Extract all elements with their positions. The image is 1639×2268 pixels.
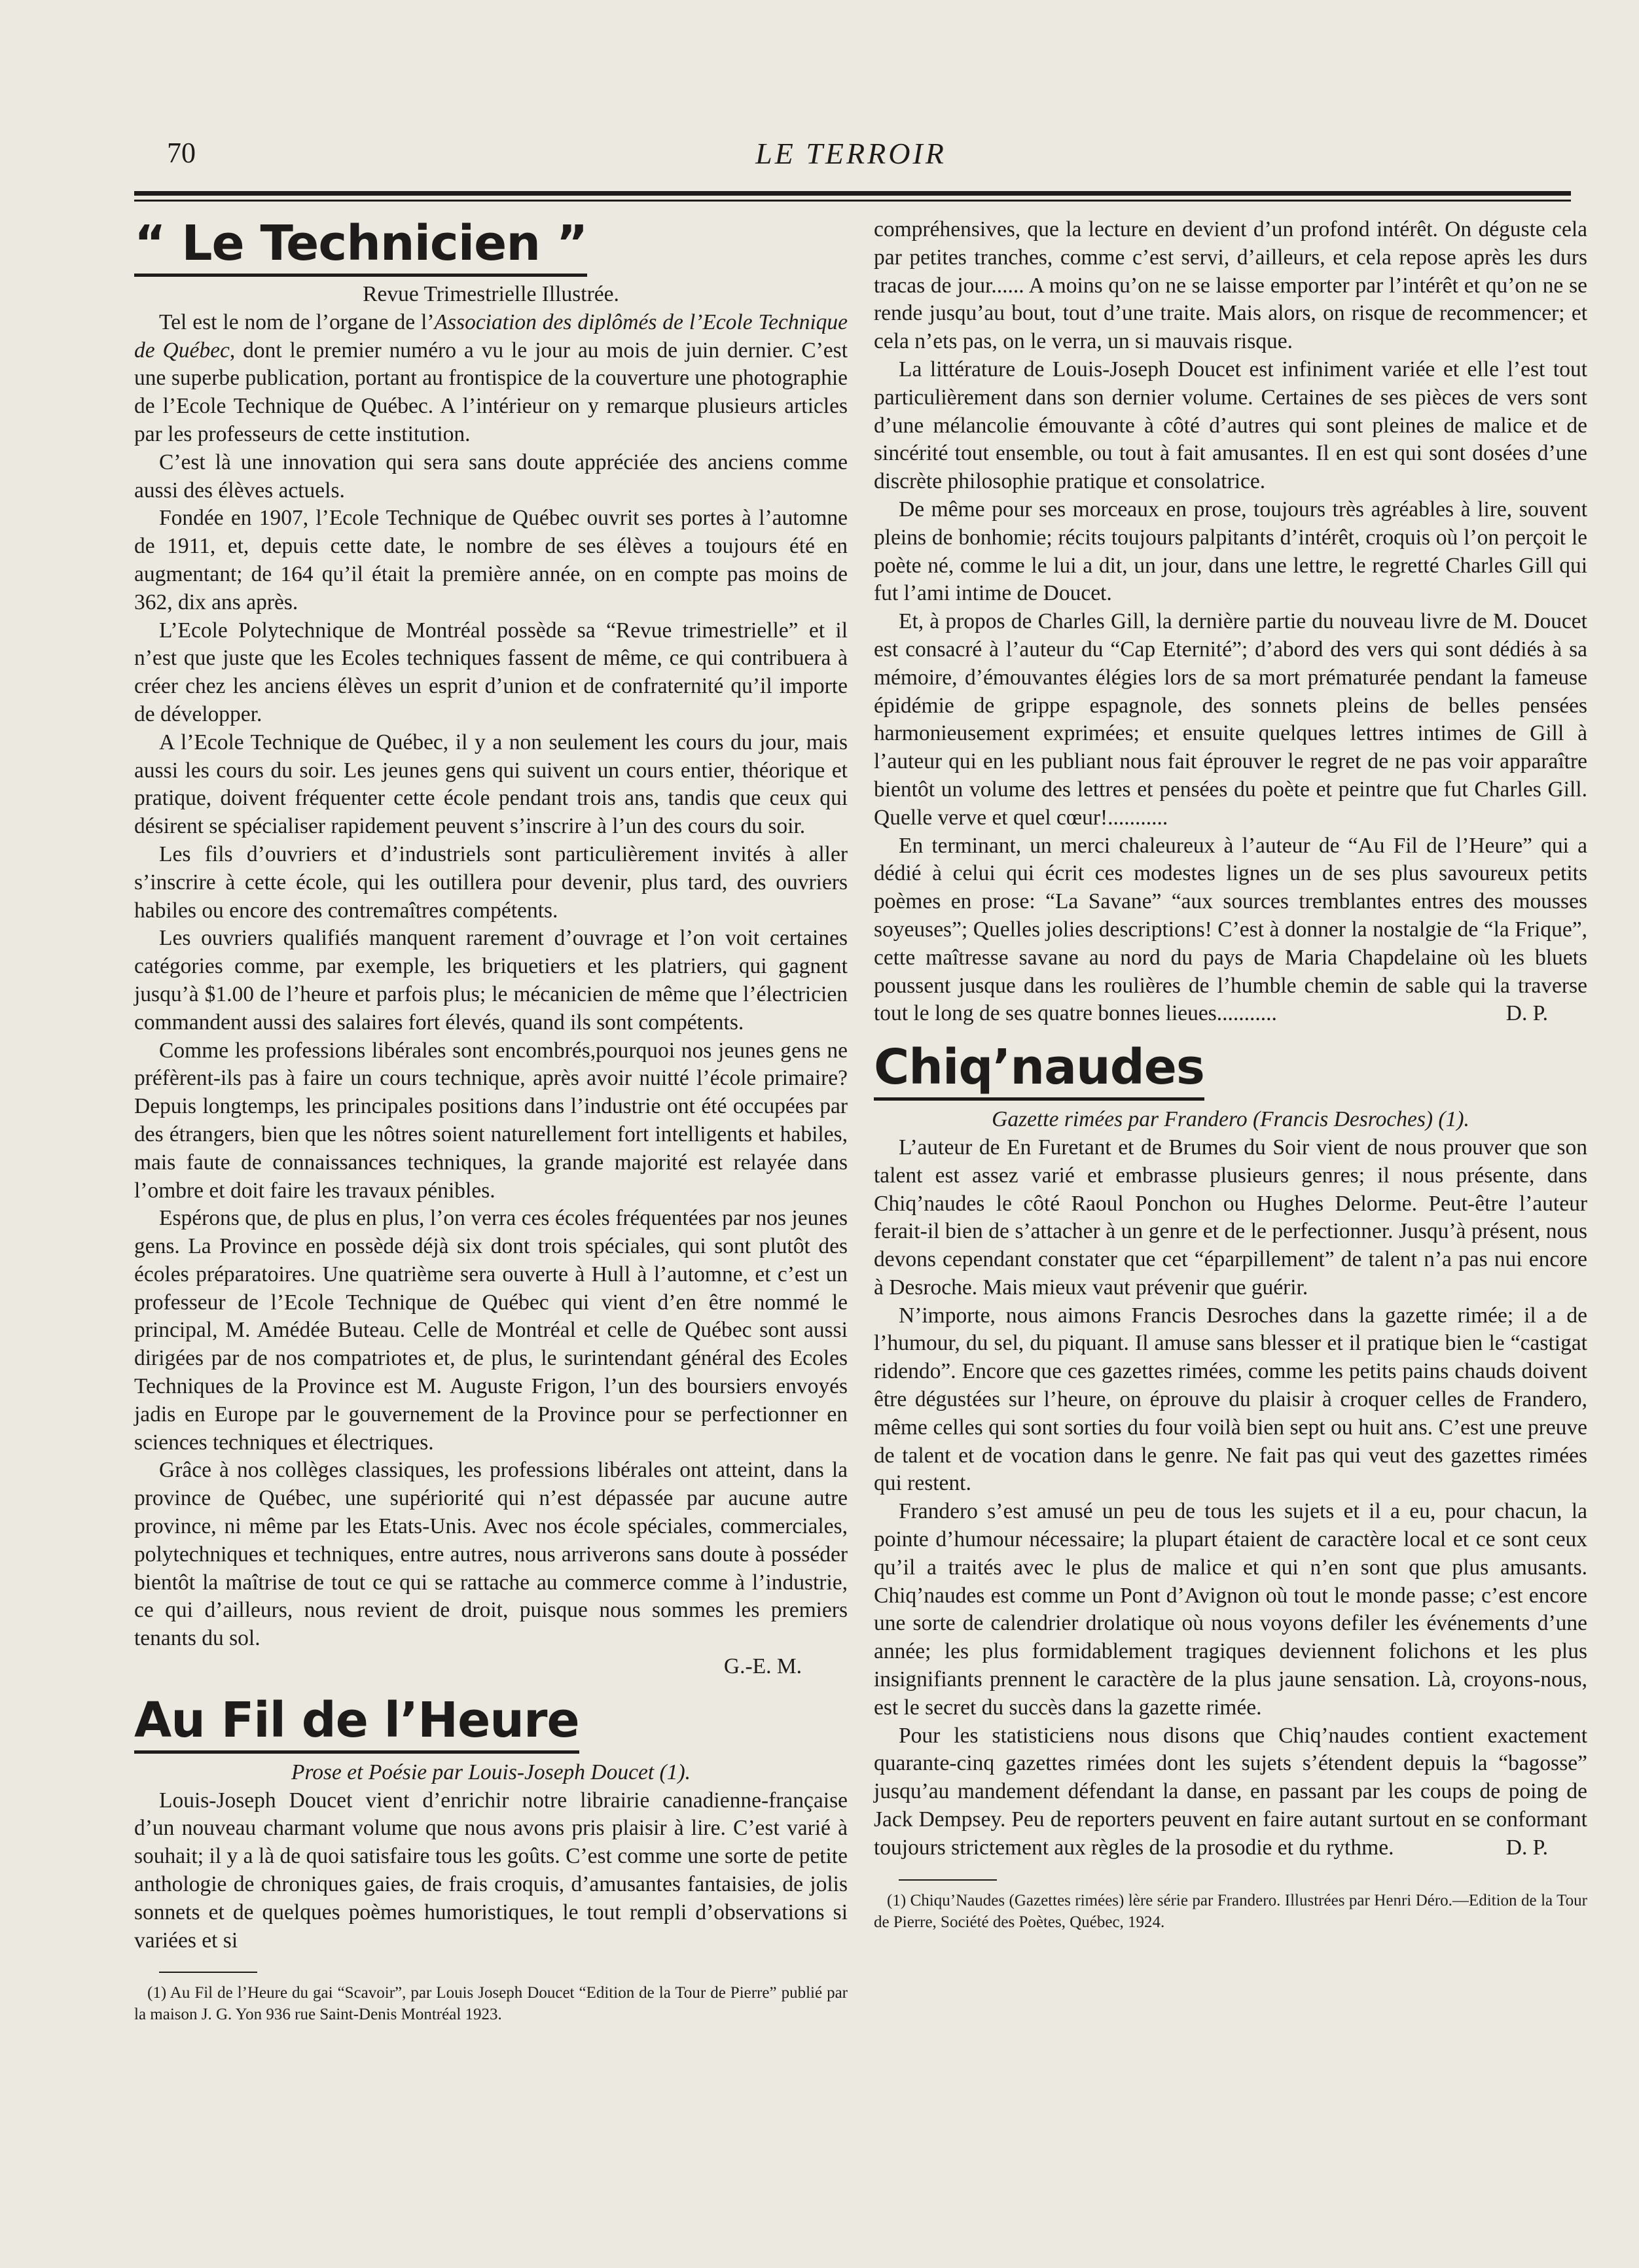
paragraph: C’est là une innovation qui sera sans doute appréciée des anciens comme aussi des élèves actuels. bbox=[134, 450, 848, 503]
paragraph: Les ouvriers qualifiés manquent rarement d’ouvrage et l’on voit certaines catégories comme, par exemple, les briquetiers et les platriers, qui gagnent jusqu’à $1.00 de l’heure et parfois plus; le mécanicien de même que l’électricien commandent aussi des salaires fort élevés, quand ils sont compétents. bbox=[134, 926, 848, 1035]
left-column bbox=[134, 216, 848, 2025]
paragraph: La littérature de Louis-Joseph Doucet est infiniment variée et elle l’est tout particulièrement dans son dernier volume. Certaines de ses pièces de vers sont d’une mélancolie émouvante à côté d’autres qui sont pleines de malice et de sincérité tout ensemble, ou tout à fait amusantes. Il en est qui sont dosées d’une discrète philosophie pratique et consolatrice. bbox=[874, 357, 1587, 494]
right-column bbox=[874, 216, 1587, 1933]
page-number: 70 bbox=[167, 137, 196, 169]
paragraph: Grâce à nos collèges classiques, les professions libérales ont atteint, dans la province de Québec, une supériorité qui n’est dépassée par aucune autre province, ni même par les Etats-Unis. Avec nos école spéciales, commerciales, polytechniques et techniques, entre autres, nous arriverons sans doute à posséder bientôt la maîtrise de tout ce qui se rattache au commerce comme à l’industrie, ce qui d’ailleurs, nous revient de droit, puisque nous sommes les premiers tenants du sol. bbox=[134, 1458, 848, 1651]
paragraph: Comme les professions libérales sont encombrés,pourquoi nos jeunes gens ne préfèrent-ils pas à faire un cours technique, après avoir nuitté l’école primaire? Depuis longtemps, les principales positions dans l’industrie ont été occupées par des étrangers, bien que les nôtres soient naturellement fort intelligents et habiles, mais faute de connaissances techniques, la grande majorité est relayée dans l’ombre et doit faire les travaux pénibles. bbox=[134, 1038, 848, 1203]
paragraph: N’importe, nous aimons Francis Desroches dans la gazette rimée; il a de l’humour, du sel, du piquant. Il amuse sans blesser et il pratique bien le “castigat ridendo”. Encore que ces gazettes rimées, comme les petits pains chauds doivent être dégustées sur l’heure, on éprouve du plaisir à croquer celles de Frandero, même celles qui sont sorties du four voilà bien sept ou huit ans. C’est une preuve de talent et de vocation dans le genre. Ne fait pas qui veut des gazettes rimées qui restent. bbox=[874, 1303, 1587, 1496]
paragraph: Louis-Joseph Doucet vient d’enrichir notre librairie canadienne-française d’un nouveau charmant volume que nous avons pris plaisir à lire. C’est varié à souhait; il y a là de quoi satisfaire tous les goûts. C’est comme une sorte de petite anthologie de chroniques gaies, de frais croquis, d’amusantes fantaisies, de jolis sonnets et de quelques poèmes humoristiques, le tout rempli d’observations si variées et si bbox=[134, 1788, 848, 1953]
article-title: Chiq’naudes bbox=[874, 1040, 1204, 1101]
paragraph: De même pour ses morceaux en prose, toujours très agréables à lire, souvent pleins de bonhomie; récits toujours palpitants d’intérêt, croquis où l’on perçoit le poète né, comme le lui a dit, un jour, dans une lettre, le regretté Charles Gill qui fut l’ami intime de Doucet. bbox=[874, 497, 1587, 606]
article-au-fil-de-l-heure bbox=[134, 1693, 848, 2026]
paragraph: Et, à propos de Charles Gill, la dernière partie du nouveau livre de M. Doucet est consacré à l’auteur du “Cap Eternité”; d’abord des vers qui sont dédiés à sa mémoire, d’émouvantes élégies lors de sa mort prématurée pendant la fameuse épidémie de grippe espagnole, des sonnets pleins de belles pensées harmonieusement exprimées; et ensuite quelques lettres intimes de Gill à l’auteur qui en les publiant nous fait éprouver le regret de ne pas voir apparaître bientôt un volume des lettres et pensées du poète et peintre que fut Charles Gill. Quelle verve et quel cœur!........... bbox=[874, 609, 1587, 830]
paragraph: En terminant, un merci chaleureux à l’auteur de “Au Fil de l’Heure” qui a dédié à celui qui écrit ces modestes lignes un de ses plus savoureux petits poèmes en prose: “La Savane” “aux sources tremblantes entres des mousses soyeuses”; Quelles jolies descriptions! C’est à donner la nostalgie de “la Frique”, cette maîtresse savane au nord du pays de Maria Chapdelaine où les bluets poussent jusque dans les roulières de l’humble chemin de sable qui la traverse tout le long de ses quatre bonnes lieues........... D. P. bbox=[874, 832, 1587, 1029]
footnote: (1) Chiqu’Naudes (Gazettes rimées) lère série par Frandero. Illustrées par Henri Déro.—Edition de la Tour de Pierre, Société des Poètes, Québec, 1924. bbox=[874, 1891, 1587, 1931]
paragraph: Tel est le nom de l’organe de l’Association des diplômés de l’Ecole Technique de Québec, dont le premier numéro a vu le jour au mois de juin dernier. C’est une superbe publication, portant au frontispice de la couverture une photographie de l’Ecole Technique de Québec. A l’intérieur on y remarque plusieurs articles par les professeurs de cette institution. bbox=[134, 310, 848, 446]
header-rule bbox=[134, 191, 1571, 196]
article-signature: G.-E. M. bbox=[723, 1654, 802, 1679]
article-au-fil-de-l-heure-continued bbox=[874, 216, 1587, 1028]
article-chiqnaudes bbox=[874, 1040, 1587, 1933]
footnote: (1) Au Fil de l’Heure du gai “Scavoir”, par Louis Joseph Doucet “Edition de la Tour de Pierre” publié par la maison J. G. Yon 936 rue Saint-Denis Montréal 1923. bbox=[134, 1984, 848, 2024]
footnote-rule bbox=[159, 1972, 257, 1973]
article-title: “ Le Technicien ” bbox=[134, 216, 587, 277]
footnote-rule bbox=[899, 1879, 997, 1881]
paragraph: Frandero s’est amusé un peu de tous les sujets et il a eu, pour chacun, la pointe d’humour nécessaire; la plupart étaient de caractère local et ce sont ceux qu’il a traités avec le plus de malice et qui n’en sont que plus amusants. Chiq’naudes est comme un Pont d’Avignon où tout le monde passe; c’est encore une sorte de calendrier drolatique où nous voyons defiler les événements d’une année; les plus formidablement tragiques deviennent folichons et les plus insignifiants prennent le caractère de la plus jaune sensation. Là, croyons-nous, est le secret du succès dans la gazette rimée. bbox=[874, 1499, 1587, 1720]
page-header bbox=[131, 131, 1571, 177]
running-title: LE TERROIR bbox=[755, 137, 946, 170]
paragraph: L’Ecole Polytechnique de Montréal possède sa “Revue trimestrielle” et il n’est que juste que les Ecoles techniques fassent de même, ce qui contribuera à créer chez les anciens élèves un esprit d’union et de confraternité qu’il importe de développer. bbox=[134, 618, 848, 726]
paragraph: A l’Ecole Technique de Québec, il y a non seulement les cours du jour, mais aussi les cours du soir. Les jeunes gens qui suivent un cours entier, théorique et pratique, doivent fréquenter cette école pendant trois ans, tandis que ceux qui désirent se spécialiser rapidement peuvent s’inscrire à l’un des cours du soir. bbox=[134, 730, 848, 839]
paragraph: Les fils d’ouvriers et d’industriels sont particulièrement invités à aller s’inscrire à cette école, qui les outillera pour devenir, plus tard, des ouvriers habiles ou encore des contremaîtres compétents. bbox=[134, 842, 848, 923]
article-title: Au Fil de l’Heure bbox=[134, 1693, 579, 1754]
paragraph: Fondée en 1907, l’Ecole Technique de Québec ouvrit ses portes à l’automne de 1911, et, depuis cette date, le nombre de ses élèves a toujours été en augmentant; de 164 qu’il était la première année, on en compte pas moins de 362, dix ans après. bbox=[134, 506, 848, 614]
article-subtitle: Revue Trimestrielle Illustrée. bbox=[363, 282, 619, 306]
article-subtitle: Gazette rimées par Frandero (Francis Desroches) (1). bbox=[992, 1107, 1469, 1132]
paragraph: compréhensives, que la lecture en devient d’un profond intérêt. On déguste cela par petites tranches, comme c’est servi, d’ailleurs, et cela repose après les durs tracas de jour...... A moins qu’on ne se laisse emporter par l’intérêt et qu’on ne se rende jusqu’au bout, tout d’une traite. Mais alors, on risque de recommencer; et cela n’ets pas, on le verra, un si mauvais risque. bbox=[874, 217, 1587, 354]
header-rule-thin bbox=[134, 200, 1571, 202]
paragraph: Espérons que, de plus en plus, l’on verra ces écoles fréquentées par nos jeunes gens. La Province en possède déjà six dont trois spéciales, qui sont plutôt des écoles préparatoires. Une quatrième sera ouverte à Hull à l’automne, et c’est un professeur de l’Ecole Technique de Québec qui vient d’en être nommé le principal, M. Amédée Buteau. Celle de Montréal et celle de Québec sont aussi dirigées par de nos compatriotes et, de plus, le surintendant général des Ecoles Techniques de la Province est M. Auguste Frigon, l’un des boursiers envoyés jadis en Europe par le gouvernement de la Province pour se perfectionner en sciences techniques et électriques. bbox=[134, 1206, 848, 1455]
paragraph: L’auteur de En Furetant et de Brumes du Soir vient de nous prouver que son talent est assez varié et embrasse plusieurs genres; il nous présente, dans Chiq’naudes le côté Raoul Ponchon ou Hughes Delorme. Peut-être l’auteur ferait-il bien de s’attacher à un genre et de le perfectionner. Jusqu’à présent, nous devons cependant constater que cet “éparpillement” de talent n’a pas nui encore à Desroche. Mais mieux vaut prévenir que guérir. bbox=[874, 1135, 1587, 1300]
paragraph: Pour les statisticiens nous disons que Chiq’naudes contient exactement quarante-cinq gazettes rimées dont les sujets s’étendent depuis la “bagosse” jusqu’au mandement défendant la danse, en passant par les coups de poing de Jack Dempsey. Peu de reporters peuvent en faire autant surtout en se conformant toujours strictement aux règles de la prosodie et du rythme. D. P. bbox=[874, 1722, 1587, 1862]
article-signature: D. P. bbox=[1505, 1001, 1548, 1026]
article-signature: D. P. bbox=[1505, 1835, 1548, 1860]
article-subtitle: Prose et Poésie par Louis-Joseph Doucet (1). bbox=[291, 1760, 691, 1784]
article-le-technicien bbox=[134, 216, 848, 1681]
